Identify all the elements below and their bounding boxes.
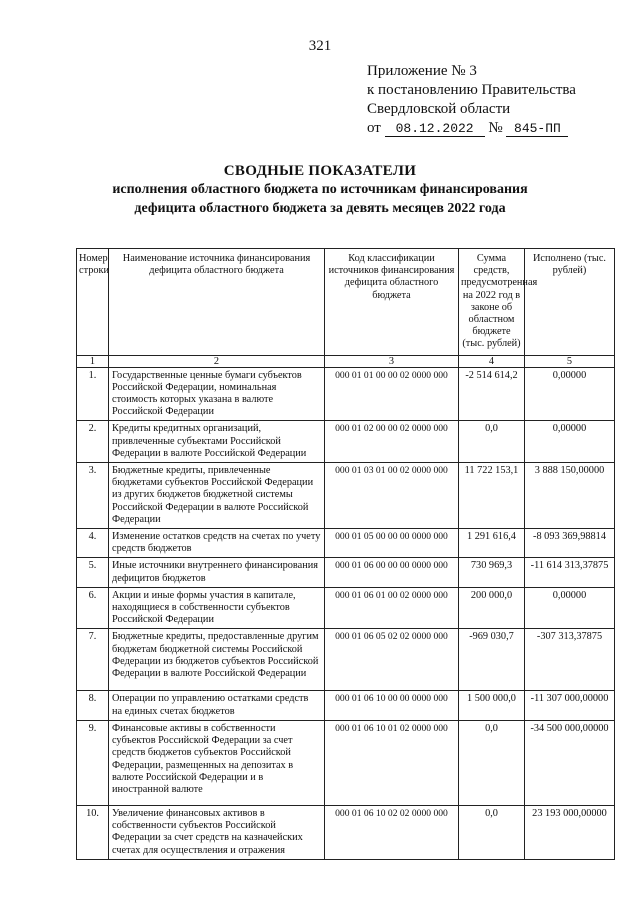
column-number: 2 bbox=[109, 355, 325, 367]
resolution-date: 08.12.2022 bbox=[385, 121, 485, 137]
title-line-2: исполнения областного бюджета по источникам финансирования bbox=[112, 182, 528, 197]
executed-amount: 23 193 000,00000 bbox=[525, 805, 615, 859]
planned-amount: 1 500 000,0 bbox=[459, 691, 525, 720]
source-name: Финансовые активы в собственности субъектов Российской Федерации за счет средств бюджетов субъектов Российской Федерации, размещенных на депозитах в валюте Российской Федерации и в иностранной валюте bbox=[109, 720, 325, 805]
executed-amount: -8 093 369,98814 bbox=[525, 529, 615, 558]
table-row bbox=[77, 805, 615, 859]
executed-amount: -307 313,37875 bbox=[525, 629, 615, 691]
appendix-date-line bbox=[367, 119, 576, 138]
appendix-resolution: к постановлению Правительства bbox=[367, 82, 576, 98]
planned-amount: 0,0 bbox=[459, 720, 525, 805]
source-name: Бюджетные кредиты, привлеченные бюджетами субъектов Российской Федерации из других бюджетов бюджетной системы Российской Федерации в валюте Российской Федерации bbox=[109, 463, 325, 529]
planned-amount: 0,0 bbox=[459, 421, 525, 463]
header-source-name: Наименование источника финансирования дефицита областного бюджета bbox=[109, 249, 325, 356]
classification-code: 000 01 05 00 00 00 0000 000 bbox=[325, 529, 459, 558]
row-number: 2. bbox=[77, 421, 109, 463]
classification-code: 000 01 06 10 02 02 0000 000 bbox=[325, 805, 459, 859]
table-row bbox=[77, 587, 615, 629]
appendix-block bbox=[367, 62, 576, 138]
classification-code: 000 01 06 01 00 02 0000 000 bbox=[325, 587, 459, 629]
planned-amount: 11 722 153,1 bbox=[459, 463, 525, 529]
table-row bbox=[77, 629, 615, 691]
header-executed: Исполнено (тыс. рублей) bbox=[525, 249, 615, 356]
title-line-1: СВОДНЫЕ ПОКАЗАТЕЛИ bbox=[223, 163, 417, 179]
classification-code: 000 01 06 05 02 02 0000 000 bbox=[325, 629, 459, 691]
source-name: Кредиты кредитных организаций, привлеченные субъектами Российской Федерации в валюте Российской Федерации bbox=[109, 421, 325, 463]
header-classification-code: Код классификации источников финансирования дефицита областного бюджета bbox=[325, 249, 459, 356]
column-number: 1 bbox=[77, 355, 109, 367]
date-prefix: от bbox=[367, 120, 381, 136]
executed-amount: 3 888 150,00000 bbox=[525, 463, 615, 529]
source-name: Государственные ценные бумаги субъектов Российской Федерации, номинальная стоимость которых указана в валюте Российской Федерации bbox=[109, 367, 325, 421]
classification-code: 000 01 01 00 00 02 0000 000 bbox=[325, 367, 459, 421]
column-number: 4 bbox=[459, 355, 525, 367]
column-number-row bbox=[77, 355, 615, 367]
planned-amount: 200 000,0 bbox=[459, 587, 525, 629]
source-name: Операции по управлению остатками средств на единых счетах бюджетов bbox=[109, 691, 325, 720]
planned-amount: -2 514 614,2 bbox=[459, 367, 525, 421]
table-row bbox=[77, 529, 615, 558]
executed-amount: 0,00000 bbox=[525, 421, 615, 463]
classification-code: 000 01 06 10 01 02 0000 000 bbox=[325, 720, 459, 805]
planned-amount: -969 030,7 bbox=[459, 629, 525, 691]
number-prefix: № bbox=[488, 120, 503, 136]
planned-amount: 730 969,3 bbox=[459, 558, 525, 587]
column-number: 3 bbox=[325, 355, 459, 367]
executed-amount: -11 307 000,00000 bbox=[525, 691, 615, 720]
row-number: 8. bbox=[77, 691, 109, 720]
table-row bbox=[77, 558, 615, 587]
executed-amount: 0,00000 bbox=[525, 587, 615, 629]
financing-sources-table bbox=[76, 248, 615, 860]
table-row bbox=[77, 463, 615, 529]
row-number: 10. bbox=[77, 805, 109, 859]
row-number: 4. bbox=[77, 529, 109, 558]
executed-amount: -34 500 000,00000 bbox=[525, 720, 615, 805]
executed-amount: -11 614 313,37875 bbox=[525, 558, 615, 587]
source-name: Увеличение финансовых активов в собственности субъектов Российской Федерации за счет средств на казначейских счетах для осуществления и отражения bbox=[109, 805, 325, 859]
table-row bbox=[77, 367, 615, 421]
executed-amount: 0,00000 bbox=[525, 367, 615, 421]
classification-code: 000 01 02 00 00 02 0000 000 bbox=[325, 421, 459, 463]
classification-code: 000 01 06 00 00 00 0000 000 bbox=[325, 558, 459, 587]
source-name: Акции и иные формы участия в капитале, находящиеся в собственности субъектов Российской Федерации bbox=[109, 587, 325, 629]
table-row bbox=[77, 421, 615, 463]
title-line-3: дефицита областного бюджета за девять месяцев 2022 года bbox=[134, 201, 506, 216]
row-number: 7. bbox=[77, 629, 109, 691]
planned-amount: 1 291 616,4 bbox=[459, 529, 525, 558]
classification-code: 000 01 06 10 00 00 0000 000 bbox=[325, 691, 459, 720]
row-number: 9. bbox=[77, 720, 109, 805]
document-title bbox=[0, 163, 640, 218]
planned-amount: 0,0 bbox=[459, 805, 525, 859]
source-name: Иные источники внутреннего финансирования дефицитов бюджетов bbox=[109, 558, 325, 587]
row-number: 3. bbox=[77, 463, 109, 529]
source-name: Бюджетные кредиты, предоставленные другим бюджетам бюджетной системы Российской Федерации из бюджетов субъектов Российской Федерации в валюте Российской Федерации bbox=[109, 629, 325, 691]
table-row bbox=[77, 691, 615, 720]
classification-code: 000 01 03 01 00 02 0000 000 bbox=[325, 463, 459, 529]
row-number: 1. bbox=[77, 367, 109, 421]
header-row-number: Номер строки bbox=[77, 249, 109, 356]
appendix-region: Свердловской области bbox=[367, 101, 511, 117]
column-number: 5 bbox=[525, 355, 615, 367]
source-name: Изменение остатков средств на счетах по учету средств бюджетов bbox=[109, 529, 325, 558]
page-number: 321 bbox=[308, 38, 332, 54]
table-row bbox=[77, 720, 615, 805]
row-number: 6. bbox=[77, 587, 109, 629]
table-header-row bbox=[77, 249, 615, 356]
appendix-title: Приложение № 3 bbox=[367, 63, 477, 79]
row-number: 5. bbox=[77, 558, 109, 587]
resolution-number: 845-ПП bbox=[506, 121, 568, 137]
header-planned-amount: Сумма средств, предусмотренная на 2022 год в законе об областном бюджете (тыс. рублей) bbox=[459, 249, 525, 356]
